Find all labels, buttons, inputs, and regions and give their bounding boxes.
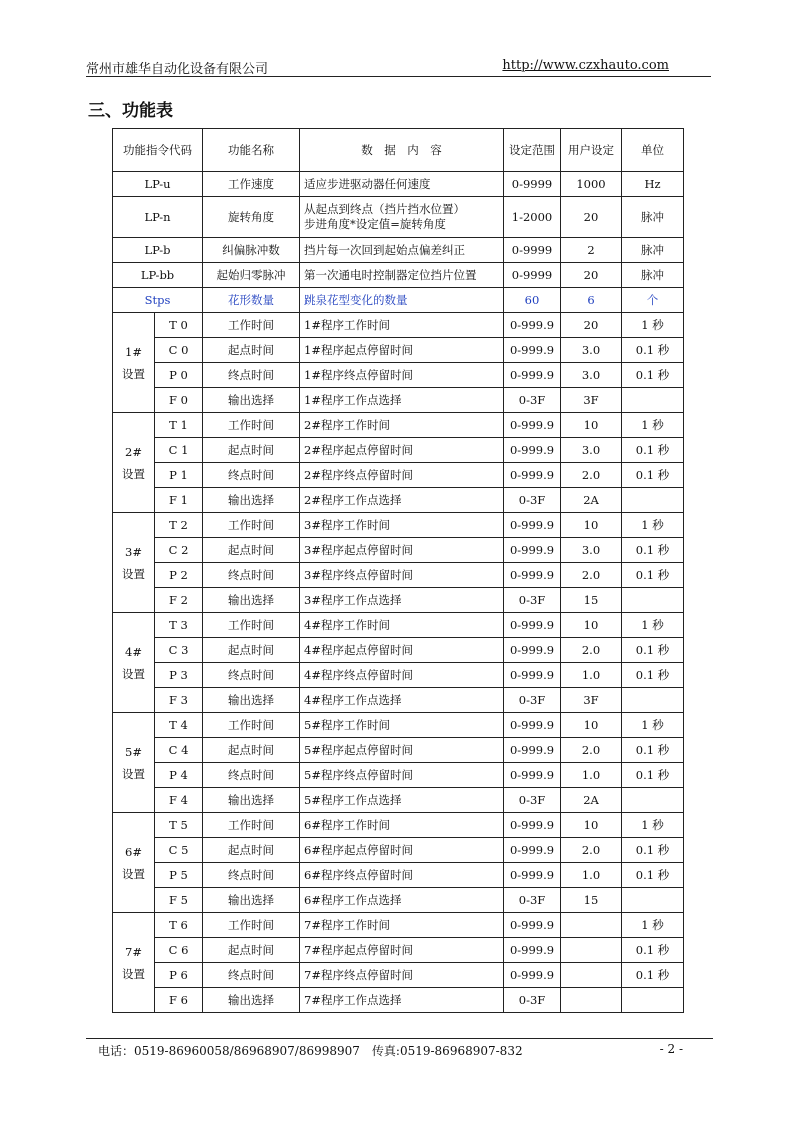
cell-content: 1#程序工作点选择 (300, 388, 504, 413)
cell-user: 1.0 (561, 863, 622, 888)
cell-content: 7#程序工作时间 (300, 913, 504, 938)
table-row (113, 688, 684, 713)
cell-unit (622, 688, 684, 713)
cell-user (561, 938, 622, 963)
cell-name: 终点时间 (203, 863, 300, 888)
table-row (113, 488, 684, 513)
cell-user: 2.0 (561, 463, 622, 488)
cell-code: C 1 (155, 438, 203, 463)
cell-code: F 1 (155, 488, 203, 513)
cell-name: 输出选择 (203, 488, 300, 513)
cell-unit: 0.1 秒 (622, 838, 684, 863)
cell-unit: 0.1 秒 (622, 463, 684, 488)
cell-content: 2#程序终点停留时间 (300, 463, 504, 488)
cell-user: 2.0 (561, 838, 622, 863)
cell-range: 0-999.9 (504, 938, 561, 963)
cell-range: 0-3F (504, 788, 561, 813)
cell-code: F 5 (155, 888, 203, 913)
table-row (113, 738, 684, 763)
cell-user: 15 (561, 588, 622, 613)
cell-code: LP-u (113, 172, 203, 197)
cell-unit: 1 秒 (622, 313, 684, 338)
cell-name: 起始归零脉冲 (203, 263, 300, 288)
cell-code: F 2 (155, 588, 203, 613)
header-content: 数 据 内 容 (300, 129, 504, 172)
website-link[interactable]: http://www.czxhauto.com (502, 58, 669, 73)
cell-name: 工作时间 (203, 313, 300, 338)
cell-content: 2#程序工作时间 (300, 413, 504, 438)
cell-content: 7#程序终点停留时间 (300, 963, 504, 988)
table-row (113, 988, 684, 1013)
cell-user: 2 (561, 238, 622, 263)
cell-unit: 1 秒 (622, 913, 684, 938)
cell-range: 0-3F (504, 588, 561, 613)
cell-code: T 2 (155, 513, 203, 538)
cell-content: 7#程序起点停留时间 (300, 938, 504, 963)
cell-name: 输出选择 (203, 588, 300, 613)
cell-name: 终点时间 (203, 663, 300, 688)
cell-content: 5#程序工作点选择 (300, 788, 504, 813)
cell-unit: 个 (622, 288, 684, 313)
group-label: 2#设置 (113, 413, 155, 513)
table-row (113, 438, 684, 463)
page-footer (86, 1038, 713, 1057)
cell-user: 2A (561, 788, 622, 813)
cell-range: 0-999.9 (504, 863, 561, 888)
cell-unit (622, 788, 684, 813)
cell-unit (622, 988, 684, 1013)
cell-unit (622, 888, 684, 913)
cell-user: 10 (561, 413, 622, 438)
table-row (113, 838, 684, 863)
cell-name: 工作时间 (203, 513, 300, 538)
cell-name: 终点时间 (203, 563, 300, 588)
cell-unit: 0.1 秒 (622, 863, 684, 888)
cell-range: 0-999.9 (504, 638, 561, 663)
cell-range: 0-9999 (504, 172, 561, 197)
cell-range: 60 (504, 288, 561, 313)
cell-range: 0-999.9 (504, 663, 561, 688)
cell-name: 纠偏脉冲数 (203, 238, 300, 263)
function-table (112, 128, 684, 1013)
cell-content: 3#程序工作时间 (300, 513, 504, 538)
cell-content: 适应步进驱动器任何速度 (300, 172, 504, 197)
cell-code: F 3 (155, 688, 203, 713)
table-row (113, 538, 684, 563)
cell-range: 0-3F (504, 888, 561, 913)
cell-code: P 4 (155, 763, 203, 788)
table-row (113, 963, 684, 988)
cell-range: 0-9999 (504, 238, 561, 263)
group-label: 5#设置 (113, 713, 155, 813)
content-line: 步进角度*设定值=旋转角度 (304, 217, 446, 231)
cell-code: T 5 (155, 813, 203, 838)
cell-content: 2#程序起点停留时间 (300, 438, 504, 463)
cell-name: 工作时间 (203, 813, 300, 838)
cell-name: 起点时间 (203, 338, 300, 363)
cell-content: 7#程序工作点选择 (300, 988, 504, 1013)
cell-name: 工作时间 (203, 413, 300, 438)
cell-range: 0-999.9 (504, 438, 561, 463)
cell-name: 工作速度 (203, 172, 300, 197)
cell-user: 3F (561, 388, 622, 413)
cell-code: T 1 (155, 413, 203, 438)
cell-range: 0-3F (504, 488, 561, 513)
cell-user: 1.0 (561, 763, 622, 788)
cell-name: 工作时间 (203, 913, 300, 938)
section-title: 三、功能表 (88, 101, 173, 121)
cell-content: 3#程序工作点选择 (300, 588, 504, 613)
cell-content: 6#程序终点停留时间 (300, 863, 504, 888)
cell-unit: 1 秒 (622, 613, 684, 638)
cell-unit: 1 秒 (622, 413, 684, 438)
cell-content: 4#程序起点停留时间 (300, 638, 504, 663)
header-unit: 单位 (622, 129, 684, 172)
cell-range: 0-999.9 (504, 763, 561, 788)
cell-user: 10 (561, 713, 622, 738)
cell-content: 1#程序终点停留时间 (300, 363, 504, 388)
cell-range: 0-999.9 (504, 538, 561, 563)
table-row (113, 338, 684, 363)
cell-range: 0-999.9 (504, 963, 561, 988)
cell-name: 终点时间 (203, 363, 300, 388)
cell-range: 0-999.9 (504, 363, 561, 388)
cell-name: 工作时间 (203, 713, 300, 738)
cell-range: 0-999.9 (504, 613, 561, 638)
table-row (113, 513, 684, 538)
cell-name: 输出选择 (203, 988, 300, 1013)
cell-unit (622, 488, 684, 513)
cell-unit: Hz (622, 172, 684, 197)
header-code: 功能指令代码 (113, 129, 203, 172)
cell-user: 20 (561, 263, 622, 288)
table-row (113, 813, 684, 838)
cell-name: 输出选择 (203, 388, 300, 413)
cell-range: 0-999.9 (504, 513, 561, 538)
cell-code: C 4 (155, 738, 203, 763)
cell-content (300, 197, 504, 238)
table-row (113, 638, 684, 663)
content-line: 从起点到终点（挡片挡水位置） (304, 202, 465, 216)
cell-name: 终点时间 (203, 463, 300, 488)
cell-code: F 0 (155, 388, 203, 413)
cell-content: 4#程序终点停留时间 (300, 663, 504, 688)
cell-unit: 0.1 秒 (622, 963, 684, 988)
cell-content: 4#程序工作点选择 (300, 688, 504, 713)
group-label: 4#设置 (113, 613, 155, 713)
table-row (113, 713, 684, 738)
cell-user (561, 963, 622, 988)
table-row (113, 313, 684, 338)
cell-user: 2.0 (561, 638, 622, 663)
cell-code: C 0 (155, 338, 203, 363)
cell-unit: 0.1 秒 (622, 438, 684, 463)
group-label: 3#设置 (113, 513, 155, 613)
cell-user: 15 (561, 888, 622, 913)
cell-name: 起点时间 (203, 438, 300, 463)
table-row (113, 288, 684, 313)
cell-range: 0-3F (504, 988, 561, 1013)
cell-unit: 1 秒 (622, 513, 684, 538)
header-name: 功能名称 (203, 129, 300, 172)
cell-code: T 6 (155, 913, 203, 938)
table-row (113, 197, 684, 238)
cell-content: 5#程序终点停留时间 (300, 763, 504, 788)
cell-user: 20 (561, 313, 622, 338)
cell-code: C 5 (155, 838, 203, 863)
cell-content: 6#程序工作时间 (300, 813, 504, 838)
cell-code: C 6 (155, 938, 203, 963)
cell-unit: 脉冲 (622, 263, 684, 288)
page-number: - 2 - (659, 1042, 683, 1056)
cell-code: P 0 (155, 363, 203, 388)
cell-content: 3#程序终点停留时间 (300, 563, 504, 588)
cell-name: 输出选择 (203, 888, 300, 913)
table-row (113, 413, 684, 438)
cell-unit: 0.1 秒 (622, 563, 684, 588)
cell-user (561, 988, 622, 1013)
cell-code: P 2 (155, 563, 203, 588)
cell-unit: 脉冲 (622, 197, 684, 238)
table-row (113, 463, 684, 488)
cell-code: P 3 (155, 663, 203, 688)
cell-name: 终点时间 (203, 763, 300, 788)
cell-content: 6#程序起点停留时间 (300, 838, 504, 863)
cell-unit (622, 388, 684, 413)
cell-code: LP-bb (113, 263, 203, 288)
cell-code: T 0 (155, 313, 203, 338)
table-row (113, 888, 684, 913)
header-range: 设定范围 (504, 129, 561, 172)
cell-content: 3#程序起点停留时间 (300, 538, 504, 563)
cell-name: 起点时间 (203, 638, 300, 663)
cell-unit: 1 秒 (622, 713, 684, 738)
group-label: 1#设置 (113, 313, 155, 413)
cell-name: 起点时间 (203, 938, 300, 963)
cell-range: 0-999.9 (504, 738, 561, 763)
cell-user: 3.0 (561, 363, 622, 388)
cell-content: 5#程序工作时间 (300, 713, 504, 738)
table-row (113, 388, 684, 413)
cell-name: 起点时间 (203, 738, 300, 763)
cell-name: 起点时间 (203, 538, 300, 563)
group-label: 6#设置 (113, 813, 155, 913)
cell-code: C 2 (155, 538, 203, 563)
cell-unit: 0.1 秒 (622, 538, 684, 563)
cell-code: P 6 (155, 963, 203, 988)
cell-name: 输出选择 (203, 788, 300, 813)
cell-code: Stps (113, 288, 203, 313)
cell-unit: 1 秒 (622, 813, 684, 838)
cell-user: 3F (561, 688, 622, 713)
cell-code: P 1 (155, 463, 203, 488)
cell-range: 0-999.9 (504, 838, 561, 863)
page-header (86, 58, 711, 77)
cell-name: 终点时间 (203, 963, 300, 988)
table-row (113, 613, 684, 638)
cell-unit: 0.1 秒 (622, 363, 684, 388)
cell-code: C 3 (155, 638, 203, 663)
table-row (113, 563, 684, 588)
cell-range: 0-999.9 (504, 463, 561, 488)
cell-user: 6 (561, 288, 622, 313)
cell-content: 4#程序工作时间 (300, 613, 504, 638)
cell-content: 跳泉花型变化的数量 (300, 288, 504, 313)
cell-content: 挡片每一次回到起始点偏差纠正 (300, 238, 504, 263)
cell-range: 1-2000 (504, 197, 561, 238)
table-row (113, 663, 684, 688)
cell-content: 2#程序工作点选择 (300, 488, 504, 513)
cell-code: P 5 (155, 863, 203, 888)
cell-unit: 脉冲 (622, 238, 684, 263)
cell-range: 0-9999 (504, 263, 561, 288)
cell-code: LP-n (113, 197, 203, 238)
table-header-row (113, 129, 684, 172)
company-name: 常州市雄华自动化设备有限公司 (86, 62, 269, 77)
table-row (113, 863, 684, 888)
table-row (113, 763, 684, 788)
cell-user: 3.0 (561, 538, 622, 563)
cell-content: 6#程序工作点选择 (300, 888, 504, 913)
cell-range: 0-3F (504, 688, 561, 713)
group-label: 7#设置 (113, 913, 155, 1013)
table-row (113, 363, 684, 388)
cell-code: F 6 (155, 988, 203, 1013)
cell-unit: 0.1 秒 (622, 638, 684, 663)
cell-user: 10 (561, 813, 622, 838)
cell-user: 10 (561, 513, 622, 538)
cell-user: 1.0 (561, 663, 622, 688)
cell-name: 起点时间 (203, 838, 300, 863)
cell-user: 3.0 (561, 338, 622, 363)
cell-user: 2.0 (561, 738, 622, 763)
cell-content: 5#程序起点停留时间 (300, 738, 504, 763)
cell-user: 20 (561, 197, 622, 238)
cell-user: 2A (561, 488, 622, 513)
cell-unit (622, 588, 684, 613)
cell-unit: 0.1 秒 (622, 938, 684, 963)
cell-content: 1#程序工作时间 (300, 313, 504, 338)
table-row (113, 238, 684, 263)
cell-name: 工作时间 (203, 613, 300, 638)
cell-unit: 0.1 秒 (622, 763, 684, 788)
cell-range: 0-999.9 (504, 338, 561, 363)
header-user: 用户设定 (561, 129, 622, 172)
cell-range: 0-999.9 (504, 713, 561, 738)
cell-user: 3.0 (561, 438, 622, 463)
cell-code: LP-b (113, 238, 203, 263)
table-row (113, 588, 684, 613)
cell-range: 0-3F (504, 388, 561, 413)
table-row (113, 788, 684, 813)
cell-unit: 0.1 秒 (622, 338, 684, 363)
cell-user (561, 913, 622, 938)
cell-unit: 0.1 秒 (622, 738, 684, 763)
cell-range: 0-999.9 (504, 913, 561, 938)
cell-user: 10 (561, 613, 622, 638)
cell-range: 0-999.9 (504, 413, 561, 438)
cell-range: 0-999.9 (504, 313, 561, 338)
cell-code: T 4 (155, 713, 203, 738)
cell-user: 1000 (561, 172, 622, 197)
table-row (113, 263, 684, 288)
cell-content: 1#程序起点停留时间 (300, 338, 504, 363)
table-row (113, 938, 684, 963)
cell-range: 0-999.9 (504, 563, 561, 588)
cell-name: 输出选择 (203, 688, 300, 713)
table-row (113, 172, 684, 197)
cell-name: 花形数量 (203, 288, 300, 313)
footer-contact: 电话：0519-86960058/86968907/86998907 传真:0519-86968907-832 (98, 1044, 523, 1058)
table-row (113, 913, 684, 938)
cell-range: 0-999.9 (504, 813, 561, 838)
cell-code: T 3 (155, 613, 203, 638)
cell-user: 2.0 (561, 563, 622, 588)
cell-code: F 4 (155, 788, 203, 813)
cell-unit: 0.1 秒 (622, 663, 684, 688)
cell-name: 旋转角度 (203, 197, 300, 238)
cell-content: 第一次通电时控制器定位挡片位置 (300, 263, 504, 288)
